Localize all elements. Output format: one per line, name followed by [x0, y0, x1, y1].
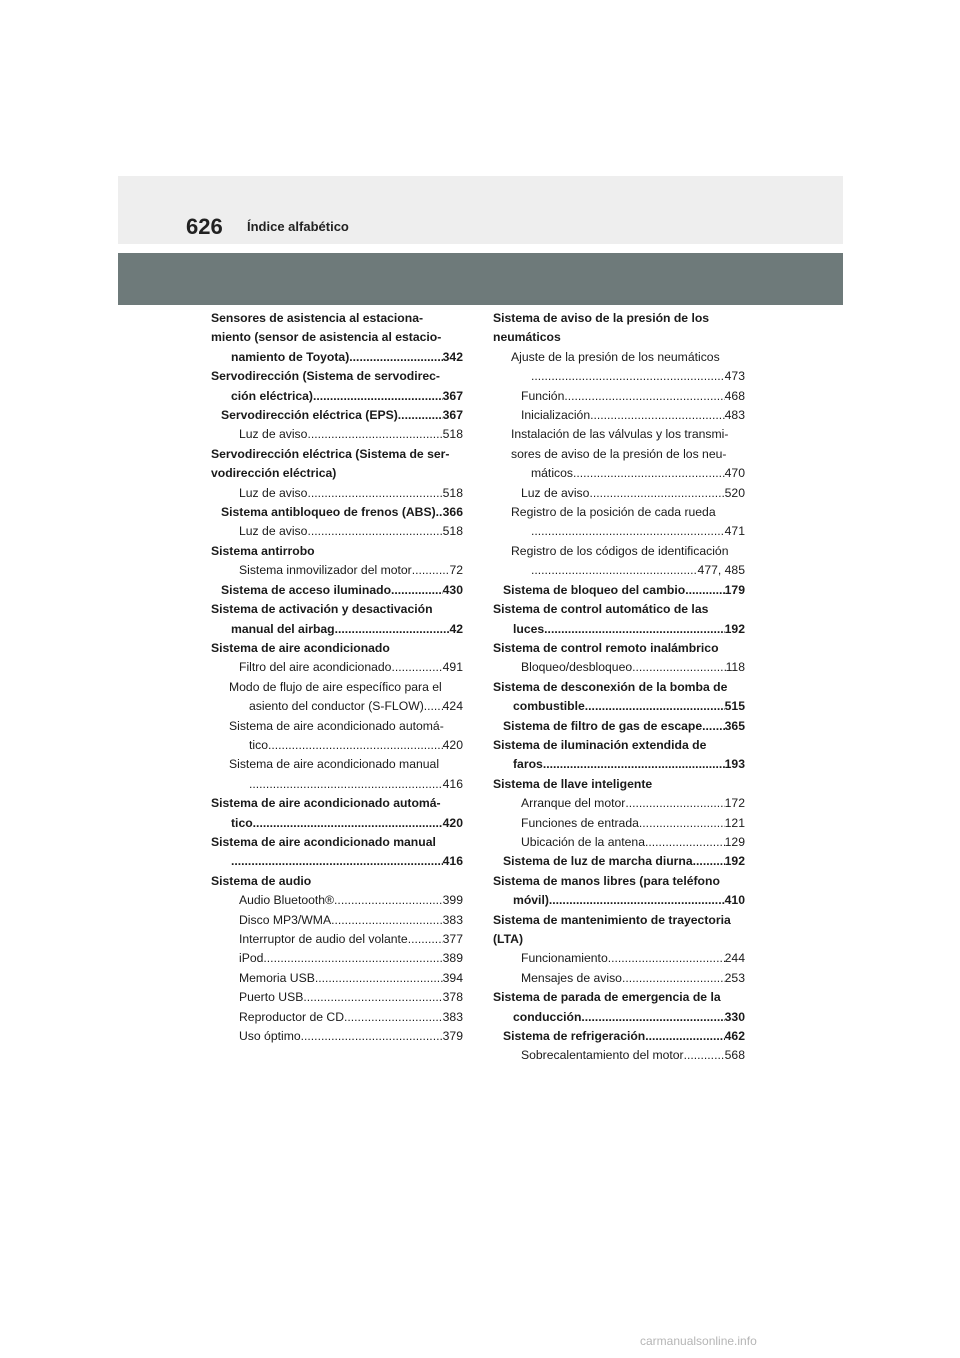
index-entry — [211, 309, 463, 367]
dot-leader — [412, 561, 450, 580]
index-entry — [211, 561, 463, 580]
index-entry — [211, 503, 463, 522]
dot-leader — [625, 794, 724, 813]
index-entry — [211, 1027, 463, 1046]
index-entry-text: Sistema de iluminación extendida de — [493, 737, 707, 752]
index-entry-text: Sistema inmovilizador del motor — [239, 563, 412, 578]
page-ref[interactable]: 416 — [442, 854, 463, 869]
index-entry-text: Sobrecalentamiento del motor — [521, 1048, 684, 1063]
index-entry — [493, 988, 745, 1027]
page-ref[interactable]: 121 — [724, 815, 745, 830]
dot-leader — [253, 814, 443, 833]
page-ref[interactable]: 383 — [442, 912, 463, 927]
page-ref[interactable]: 518 — [442, 485, 463, 500]
page-ref[interactable]: 253 — [724, 970, 745, 985]
index-entry — [493, 678, 745, 717]
page-ref[interactable]: 394 — [442, 970, 463, 985]
index-entry — [493, 1027, 745, 1046]
index-entry — [493, 1046, 745, 1065]
dot-leader — [684, 1046, 725, 1065]
index-entry — [211, 1008, 463, 1027]
page-ref[interactable]: 367 — [442, 388, 463, 403]
index-entry — [493, 484, 745, 503]
page-ref[interactable]: 193 — [724, 757, 745, 772]
dot-leader — [608, 949, 725, 968]
dot-leader — [589, 484, 724, 503]
page-ref[interactable]: 420 — [442, 815, 463, 830]
page-ref[interactable]: 491 — [442, 660, 463, 675]
index-entry — [493, 542, 745, 581]
index-entry — [493, 387, 745, 406]
dot-leader — [408, 930, 443, 949]
index-entry — [493, 949, 745, 968]
index-entry-text: vodirección eléctrica) — [211, 466, 337, 481]
page-ref[interactable]: 471 — [724, 524, 745, 539]
index-entry-text: Sistema de acceso iluminado — [221, 582, 392, 597]
index-entry — [211, 930, 463, 949]
header-grey-bar — [118, 253, 843, 305]
dot-leader — [313, 387, 443, 406]
dot-leader — [531, 367, 725, 386]
index-entry-text: Puerto USB — [239, 990, 304, 1005]
page-ref[interactable]: 366 — [442, 505, 463, 520]
index-entry — [211, 658, 463, 677]
dot-leader — [639, 814, 725, 833]
index-entry-text: Sistema de aire acondicionado automá- — [229, 718, 444, 733]
page-ref[interactable]: 244 — [724, 951, 745, 966]
dot-leader — [693, 852, 725, 871]
page-ref[interactable]: 172 — [724, 796, 745, 811]
watermark: carmanualsonline.info — [640, 1334, 757, 1348]
index-entry — [211, 406, 463, 425]
page-ref[interactable]: 568 — [724, 1048, 745, 1063]
index-entry — [211, 717, 463, 756]
page-ref[interactable]: 342 — [442, 349, 463, 364]
index-entry — [211, 367, 463, 406]
page-ref[interactable]: 118 — [725, 660, 745, 675]
index-entry-text: Sistema de aire acondicionado manual — [229, 757, 440, 772]
index-entry-text: (LTA) — [493, 932, 523, 946]
index-entry-text: Luz de aviso — [239, 427, 308, 442]
dot-leader — [645, 1027, 724, 1046]
page-ref[interactable]: 518 — [442, 427, 463, 442]
index-entry — [493, 814, 745, 833]
dot-leader — [424, 697, 443, 716]
index-entry-text: manual del airbag — [231, 621, 335, 636]
dot-leader — [349, 348, 442, 367]
index-entry-text: neumáticos — [493, 330, 561, 345]
index-entry — [211, 678, 463, 717]
index-entry — [211, 445, 463, 484]
index-entry-text: Uso óptimo — [239, 1029, 301, 1044]
index-entry-text: Luz de aviso — [239, 524, 308, 539]
page-ref[interactable]: 483 — [724, 408, 745, 423]
dot-leader — [391, 658, 442, 677]
index-entry-text: móvil) — [513, 893, 549, 908]
page-ref[interactable]: 462 — [724, 1029, 745, 1044]
dot-leader — [645, 833, 725, 852]
index-entry-text: sores de aviso de la presión de los neu- — [511, 446, 727, 461]
dot-leader — [344, 1008, 443, 1027]
index-entry-text: Sistema de desconexión de la bomba de — [493, 679, 728, 694]
index-entry — [211, 484, 463, 503]
index-entry — [211, 600, 463, 639]
index-entry-text: iPod — [239, 951, 264, 966]
dot-leader — [685, 581, 724, 600]
dot-leader — [531, 561, 698, 580]
index-entry-text: tico — [249, 737, 268, 752]
dot-leader — [334, 891, 443, 910]
index-entry-text: Interruptor de audio del volante — [239, 932, 408, 946]
index-entry-text: Ubicación de la antena — [521, 834, 645, 849]
index-entry-text: Audio Bluetooth® — [239, 893, 335, 908]
index-entry-text: asiento del conductor (S-FLOW) — [249, 699, 424, 714]
index-entry-text: Sistema de manos libres (para teléfono — [493, 873, 720, 888]
index-entry — [211, 639, 463, 658]
index-entry — [493, 600, 745, 639]
index-entry-text: Servodirección eléctrica (EPS) — [221, 408, 398, 423]
index-column-left — [211, 309, 463, 1046]
index-entry-text: Sistema de activación y desactivación — [211, 602, 433, 617]
index-entry-text: faros — [513, 757, 543, 772]
index-entry-text: Luz de aviso — [239, 485, 308, 500]
index-entry-text: Función — [521, 388, 565, 403]
index-entry-text: Sensores de asistencia al estaciona- — [211, 311, 424, 325]
dot-leader — [307, 425, 442, 444]
page-ref[interactable]: 473 — [724, 369, 745, 384]
index-entry — [493, 406, 745, 425]
index-entry — [211, 833, 463, 872]
index-entry-text: namiento de Toyota) — [231, 349, 350, 364]
page-ref[interactable]: 330 — [724, 1009, 745, 1024]
page-number: 626 — [186, 214, 223, 239]
index-entry-text: Filtro del aire acondicionado — [239, 660, 392, 675]
dot-leader — [564, 387, 724, 406]
index-entry — [211, 911, 463, 930]
dot-leader — [590, 406, 725, 425]
index-entry-text: Memoria USB — [239, 970, 315, 985]
index-entry — [211, 891, 463, 910]
dot-leader — [549, 891, 725, 910]
index-entry-text: luces — [513, 621, 545, 636]
index-entry-text: Sistema de llave inteligente — [493, 776, 653, 791]
dot-leader — [581, 1008, 724, 1027]
index-entry — [493, 658, 745, 677]
index-entry-text: Sistema de parada de emergencia de la — [493, 990, 721, 1005]
index-entry — [493, 639, 745, 658]
index-entry-text: Sistema de aire acondicionado automá- — [211, 796, 441, 811]
section-title: Índice alfabético — [247, 219, 349, 234]
page-ref[interactable]: 365 — [724, 718, 745, 733]
dot-leader — [315, 969, 443, 988]
index-entry — [211, 794, 463, 833]
index-entry-text: Sistema de aire acondicionado — [211, 640, 390, 655]
index-entry — [493, 348, 745, 387]
dot-leader — [436, 503, 443, 522]
index-entry-text: Sistema de filtro de gas de escape — [503, 718, 703, 733]
dot-leader — [391, 581, 443, 600]
index-entry — [493, 717, 745, 736]
page-ref[interactable]: 520 — [724, 485, 745, 500]
index-entry-text: Disco MP3/WMA — [239, 912, 332, 927]
index-entry — [493, 425, 745, 483]
dot-leader — [398, 406, 443, 425]
page-ref[interactable]: 399 — [442, 893, 463, 908]
page-ref[interactable]: 424 — [442, 699, 463, 714]
index-entry-text: Funcionamiento — [521, 951, 608, 966]
dot-leader — [702, 717, 725, 736]
dot-leader — [231, 852, 443, 871]
page-ref[interactable]: 192 — [724, 854, 745, 869]
index-entry-text: Registro de los códigos de identificación — [511, 543, 729, 558]
dot-leader — [303, 988, 442, 1007]
dot-leader — [573, 464, 725, 483]
page-ref[interactable]: 410 — [724, 893, 745, 908]
index-entry — [493, 309, 745, 348]
index-entry-text: Sistema de aviso de la presión de los — [493, 311, 710, 325]
dot-leader — [622, 969, 725, 988]
page-ref[interactable]: 367 — [442, 408, 463, 423]
index-entry — [493, 872, 745, 911]
index-entry — [211, 425, 463, 444]
index-entry — [493, 852, 745, 871]
index-entry-text: Sistema de aire acondicionado manual — [211, 834, 436, 849]
page-ref[interactable]: 420 — [442, 737, 463, 752]
index-entry-text: Servodirección eléctrica (Sistema de ser- — [211, 446, 450, 461]
index-entry-text: máticos — [531, 466, 573, 481]
index-entry-text: Sistema de control automático de las — [493, 602, 709, 617]
index-entry — [211, 872, 463, 891]
index-entry — [493, 775, 745, 794]
index-entry-text: Luz de aviso — [521, 485, 590, 500]
index-entry-text: Servodirección (Sistema de servodirec- — [211, 369, 440, 384]
page-ref[interactable]: 129 — [724, 834, 745, 849]
index-entry-text: Bloqueo/desbloqueo — [521, 660, 633, 675]
index-entry-text: miento (sensor de asistencia al estacio- — [211, 330, 442, 345]
page-ref[interactable]: 430 — [442, 582, 463, 597]
index-entry-text: Inicialización — [521, 408, 591, 423]
index-entry-text: Sistema de luz de marcha diurna — [503, 854, 693, 869]
dot-leader — [531, 522, 725, 541]
index-column-right — [493, 309, 745, 1066]
page-ref[interactable]: 72 — [449, 563, 463, 578]
index-entry-text: Sistema de mantenimiento de trayectoria — [493, 912, 731, 927]
index-entry-text: Sistema de audio — [211, 873, 312, 888]
dot-leader — [335, 620, 450, 639]
index-entry — [493, 969, 745, 988]
index-entry — [493, 911, 745, 950]
dot-leader — [249, 775, 443, 794]
dot-leader — [585, 697, 725, 716]
index-entry — [211, 581, 463, 600]
index-entry-text: Sistema antirrobo — [211, 543, 315, 558]
index-entry-text: Instalación de las válvulas y los transmi- — [511, 427, 729, 442]
index-entry — [211, 949, 463, 968]
dot-leader — [268, 736, 443, 755]
index-entry — [211, 755, 463, 794]
dot-leader — [301, 1027, 443, 1046]
dot-leader — [543, 755, 725, 774]
index-entry — [211, 542, 463, 561]
index-entry-text: Funciones de entrada — [521, 815, 639, 830]
index-entry-text: Sistema de refrigeración — [503, 1029, 646, 1044]
index-entry-text: Arranque del motor — [521, 796, 626, 811]
page-ref[interactable]: 377 — [442, 932, 463, 946]
index-entry-text: Sistema de control remoto inalámbrico — [493, 640, 719, 655]
index-entry-text: ción eléctrica) — [231, 388, 313, 403]
index-entry-text: combustible — [513, 699, 585, 714]
page-ref[interactable]: 468 — [724, 388, 745, 403]
index-entry — [493, 736, 745, 775]
index-entry-text: conducción — [513, 1009, 582, 1024]
dot-leader — [307, 522, 442, 541]
index-entry-text: tico — [231, 815, 253, 830]
index-entry — [211, 522, 463, 541]
page-ref[interactable]: 416 — [442, 776, 463, 791]
index-entry-text: Modo de flujo de aire específico para el — [229, 679, 442, 694]
index-entry-text: Sistema antibloqueo de frenos (ABS) — [221, 505, 436, 520]
index-entry — [211, 988, 463, 1007]
page-ref[interactable]: 518 — [442, 524, 463, 539]
header-band — [118, 176, 843, 244]
dot-leader — [331, 911, 443, 930]
page-ref[interactable]: 383 — [442, 1009, 463, 1024]
page-ref[interactable]: 179 — [724, 582, 745, 597]
index-entry — [493, 794, 745, 813]
index-entry-text: Sistema de bloqueo del cambio — [503, 582, 686, 597]
index-entry-text: Mensajes de aviso — [521, 970, 622, 985]
index-entry-text: Registro de la posición de cada rueda — [511, 505, 716, 520]
dot-leader — [632, 658, 725, 677]
page-ref[interactable]: 470 — [724, 466, 745, 481]
page-ref[interactable]: 42 — [449, 621, 463, 636]
page-ref[interactable]: 515 — [724, 699, 745, 714]
index-entry — [493, 581, 745, 600]
page-ref[interactable]: 477, 485 — [697, 563, 745, 578]
page-ref[interactable]: 379 — [442, 1029, 463, 1044]
index-entry — [493, 833, 745, 852]
dot-leader — [263, 949, 442, 968]
index-entry — [211, 969, 463, 988]
page-ref[interactable]: 389 — [442, 951, 463, 966]
page-ref[interactable]: 378 — [442, 990, 463, 1005]
dot-leader — [544, 620, 724, 639]
index-entry-text: Reproductor de CD — [239, 1009, 344, 1024]
dot-leader — [307, 484, 442, 503]
index-entry — [493, 503, 745, 542]
page-ref[interactable]: 192 — [724, 621, 745, 636]
index-entry-text: Ajuste de la presión de los neumáticos — [511, 349, 720, 364]
